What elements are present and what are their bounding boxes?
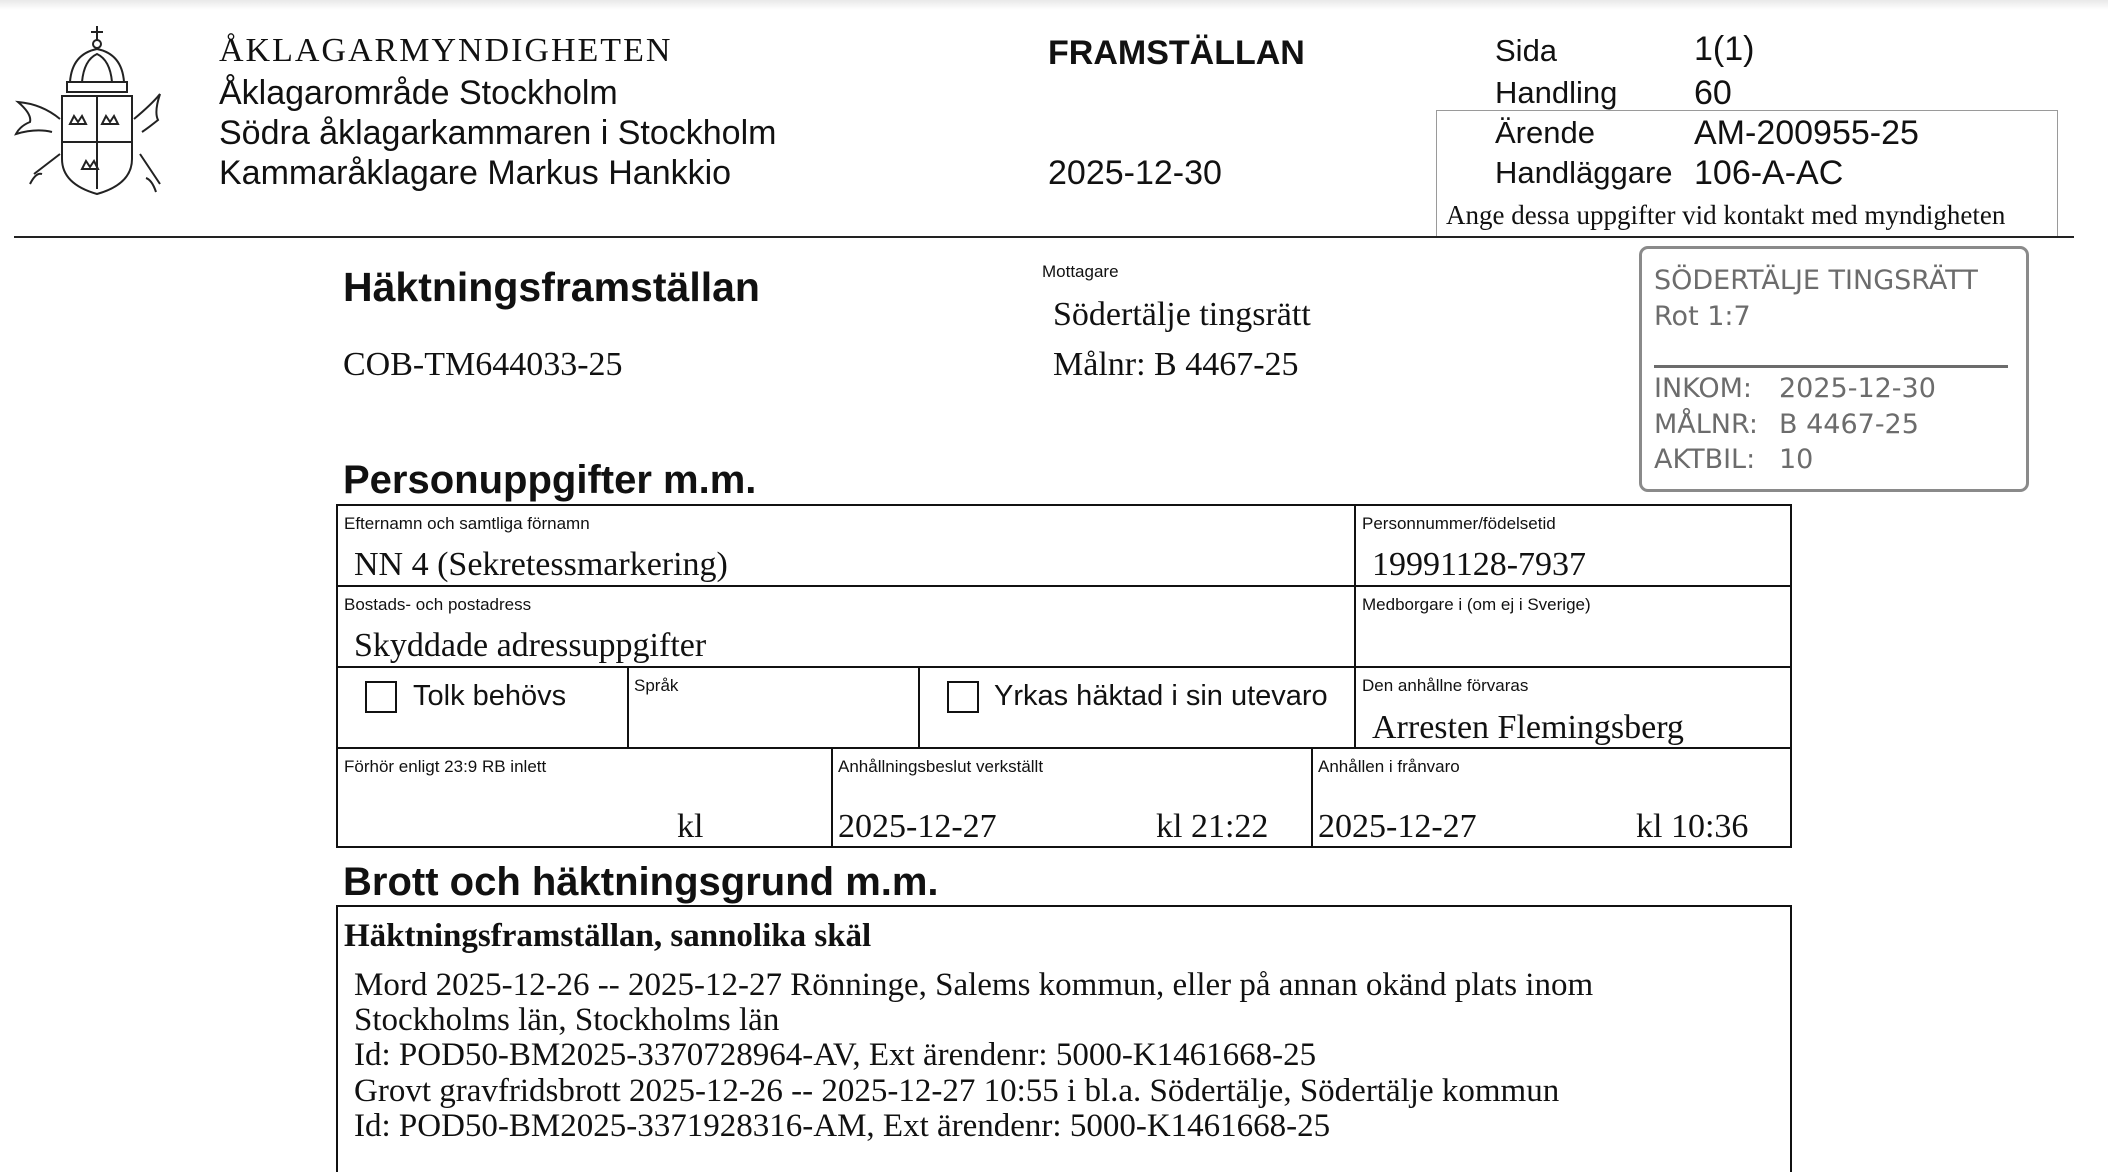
stamp-file-label: AKTBIL: [1654, 444, 1756, 475]
prosecutor-name: Kammaråklagare Markus Hankkio [219, 154, 732, 192]
top-edge-shadow [0, 0, 2108, 10]
personal-number-value: 19991128-7937 [1372, 546, 1587, 583]
court-received-stamp [1639, 246, 2029, 492]
offence-section-heading: Brott och häktningsgrund m.m. [343, 860, 939, 904]
stamp-received-label: INKOM: [1654, 373, 1753, 404]
reference-number: COB-TM644033-25 [343, 346, 623, 383]
offence-line: Grovt gravfridsbrott 2025-12-26 -- 2025-12-27 10:55 i bl.a. Södertälje, Södertälje kommun [354, 1073, 1560, 1109]
coat-of-arms-icon [12, 24, 162, 210]
offence-box-title: Häktningsframställan, sannolika skäl [344, 918, 872, 954]
case-label: Ärende [1495, 115, 1595, 150]
arrest-decision-label: Anhållningsbeslut verkställt [838, 757, 1044, 776]
citizenship-label: Medborgare i (om ej i Sverige) [1362, 595, 1591, 614]
page-value: 1(1) [1694, 30, 1755, 68]
name-value: NN 4 (Sekretessmarkering) [354, 546, 728, 583]
handling-label: Handling [1495, 75, 1618, 110]
arrest-decision-date: 2025-12-27 [838, 808, 997, 845]
prosecution-office: Södra åklagarkammaren i Stockholm [219, 114, 777, 152]
stamp-received-date: 2025-12-30 [1779, 373, 1936, 404]
stamp-case-label: MÅLNR: [1654, 409, 1759, 440]
offence-line: Stockholms län, Stockholms län [354, 1002, 780, 1038]
person-section-heading: Personuppgifter m.m. [343, 458, 757, 502]
stamp-court: SÖDERTÄLJE TINGSRÄTT [1654, 265, 1978, 296]
absentia-checkbox[interactable] [947, 681, 979, 713]
recipient-label: Mottagare [1042, 262, 1119, 281]
handling-value: 60 [1694, 74, 1732, 112]
agency-name: ÅKLAGARMYNDIGHETEN [219, 32, 673, 69]
stamp-file-number: 10 [1779, 444, 1814, 475]
stamp-divider [1654, 365, 2008, 368]
document-date: 2025-12-30 [1048, 154, 1222, 192]
language-label: Språk [634, 676, 679, 695]
arrested-in-absence-label: Anhållen i frånvaro [1318, 757, 1460, 776]
absentia-label: Yrkas häktad i sin utevaro [994, 680, 1328, 712]
offence-line: Id: POD50-BM2025-3371928316-AM, Ext ärendenr: 5000-K1461668-25 [354, 1108, 1331, 1144]
arrest-decision-time: kl 21:22 [1156, 808, 1269, 845]
personal-number-label: Personnummer/födelsetid [1362, 514, 1556, 533]
address-value: Skyddade adressuppgifter [354, 627, 707, 664]
arrested-in-absence-time: kl 10:36 [1636, 808, 1749, 845]
arrested-in-absence-date: 2025-12-27 [1318, 808, 1477, 845]
interrogation-label: Förhör enligt 23:9 RB inlett [344, 757, 547, 776]
case-number: AM-200955-25 [1694, 114, 1919, 152]
stamp-case-number: B 4467-25 [1779, 409, 1919, 440]
contact-note: Ange dessa uppgifter vid kontakt med myndigheten [1446, 200, 2006, 230]
offence-line: Mord 2025-12-26 -- 2025-12-27 Rönninge, Salems kommun, eller på annan okänd plats inom [354, 967, 1594, 1003]
header-divider [14, 236, 2074, 238]
address-label: Bostads- och postadress [344, 595, 532, 614]
page-title: Häktningsframställan [343, 264, 760, 310]
page-label: Sida [1495, 33, 1558, 68]
prosecution-area: Åklagarområde Stockholm [219, 74, 618, 112]
name-label: Efternamn och samtliga förnamn [344, 514, 590, 533]
officer-code: 106-A-AC [1694, 154, 1844, 192]
custody-location-label: Den anhållne förvaras [1362, 676, 1529, 695]
recipient-name: Södertälje tingsrätt [1053, 296, 1311, 333]
offence-line: Id: POD50-BM2025-3370728964-AV, Ext ärendenr: 5000-K1461668-25 [354, 1037, 1317, 1073]
officer-label: Handläggare [1495, 155, 1673, 190]
recipient-case-number: Målnr: B 4467-25 [1053, 346, 1299, 383]
document-type: FRAMSTÄLLAN [1048, 34, 1305, 72]
interpreter-checkbox[interactable] [365, 681, 397, 713]
interrogation-time-prefix: kl [677, 808, 704, 845]
custody-location-value: Arresten Flemingsberg [1372, 709, 1684, 746]
stamp-division: Rot 1:7 [1654, 301, 1751, 332]
interpreter-label: Tolk behövs [413, 680, 567, 712]
